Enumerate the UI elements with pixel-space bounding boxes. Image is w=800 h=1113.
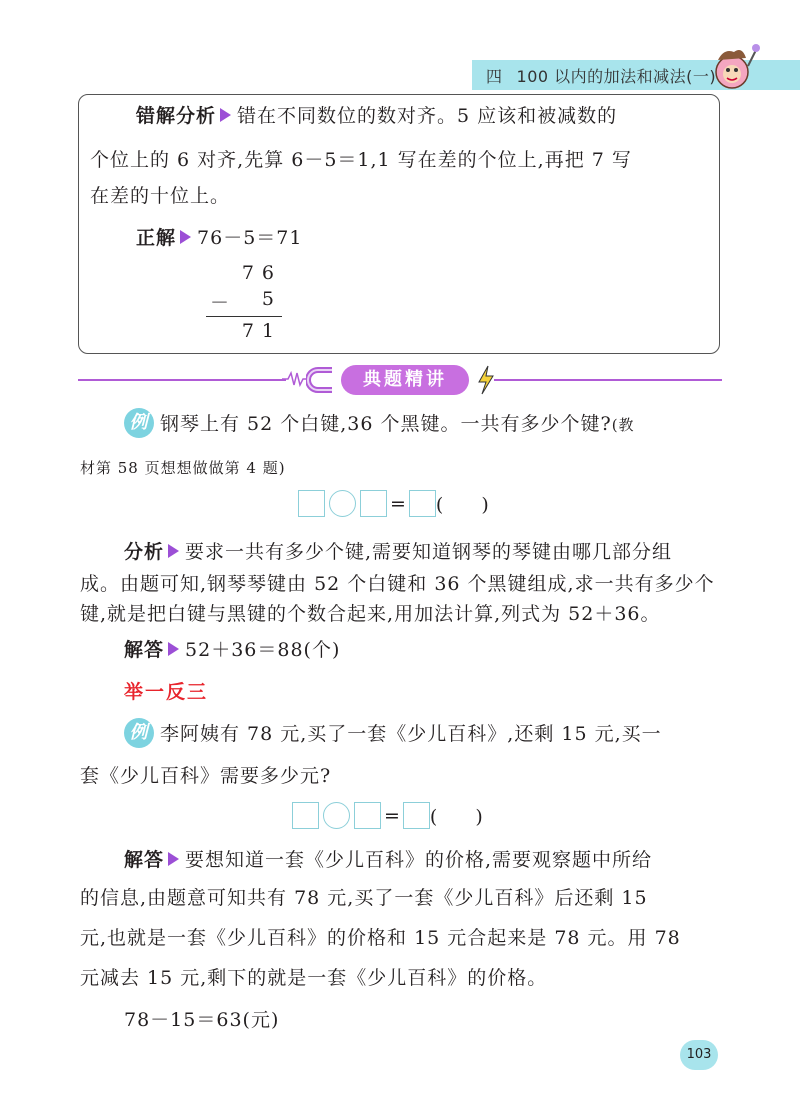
banner-line-right <box>494 379 722 381</box>
purple-arrow-icon <box>220 108 231 122</box>
example2-answer-line-2: 的信息,由题意可知共有 78 元,买了一套《少儿百科》后还剩 15 <box>80 887 648 909</box>
example1-analysis-line-2: 成。由题可知,钢琴琴键由 52 个白键和 36 个黑键组成,求一共有多少个 <box>80 573 715 595</box>
error-analysis-label: 错解分析 <box>136 105 217 127</box>
example1-question-line-1: 例 钢琴上有 52 个白键,36 个黑键。一共有多少个键?(教 <box>124 406 635 443</box>
analysis-label: 分析 <box>124 541 165 563</box>
answer-blank-box[interactable] <box>292 802 319 829</box>
example-badge-icon: 例 <box>124 718 154 748</box>
answer-blank-box[interactable] <box>403 802 430 829</box>
example2-question-line-2: 套《少儿百科》需要多少元? <box>80 765 332 787</box>
purple-arrow-icon <box>168 642 179 656</box>
error-analysis-line-3: 在差的十位上。 <box>90 185 231 207</box>
example1-source: 材第 58 页想想做做第 4 题) <box>80 459 286 477</box>
vertical-subtraction <box>206 262 282 342</box>
operator-blank-circle[interactable] <box>323 802 350 829</box>
calculation-rule <box>206 316 282 317</box>
example2-answer-line-3: 元,也就是一套《少儿百科》的价格和 15 元合起来是 78 元。用 78 <box>80 927 681 949</box>
example2-answer-line-4: 元减去 15 元,剩下的就是一套《少儿百科》的价格。 <box>80 967 548 989</box>
correct-solution-label: 正解 <box>136 227 177 249</box>
unit-blank: ( ) <box>435 494 489 516</box>
error-analysis-line-2: 个位上的 6 对齐,先算 6－5＝1,1 写在差的个位上,再把 7 写 <box>90 149 632 171</box>
practice-heading: 举一反三 <box>124 681 209 703</box>
error-analysis-line-1: 错解分析 错在不同数位的数对齐。5 应该和被减数的 <box>136 105 618 127</box>
example1-blank-equation: = ( ) <box>298 490 489 517</box>
magnet-icon <box>306 366 336 394</box>
example2-blank-equation: = ( ) <box>292 802 483 829</box>
example1-answer: 解答 52＋36＝88(个) <box>124 639 341 661</box>
chapter-number: 四 <box>486 67 503 86</box>
example2-question-line-1: 例 李阿姨有 78 元,买了一套《少儿百科》,还剩 15 元,买一 <box>124 716 662 752</box>
example1-analysis-line-1: 分析 要求一共有多少个键,需要知道钢琴的琴键由哪几部分组 <box>124 541 673 563</box>
section-banner: 典题精讲 <box>341 365 469 395</box>
difference: 71 <box>241 320 282 342</box>
correct-solution-line: 正解 76－5＝71 <box>136 227 303 249</box>
squiggle-icon <box>282 370 308 388</box>
answer-label: 解答 <box>124 849 165 871</box>
answer-blank-box[interactable] <box>354 802 381 829</box>
purple-arrow-icon <box>168 852 179 866</box>
chapter-title: 100 以内的加法和减法(一) <box>516 67 717 86</box>
purple-arrow-icon <box>168 544 179 558</box>
operator-blank-circle[interactable] <box>329 490 356 517</box>
answer-blank-box[interactable] <box>409 490 436 517</box>
minuend: 76 <box>241 262 282 284</box>
example1-analysis-line-3: 键,就是把白键与黑键的个数合起来,用加法计算,列式为 52＋36。 <box>80 603 661 625</box>
answer-label: 解答 <box>124 639 165 661</box>
unit-blank: ( ) <box>429 806 483 828</box>
page-number: 103 <box>680 1040 718 1070</box>
answer-blank-box[interactable] <box>298 490 325 517</box>
example2-answer-line-1: 解答 要想知道一套《少儿百科》的价格,需要观察题中所给 <box>124 849 653 871</box>
mascot-icon <box>704 38 764 98</box>
lightning-icon <box>476 365 496 395</box>
answer-blank-box[interactable] <box>360 490 387 517</box>
example2-final-equation: 78－15＝63(元) <box>124 1009 280 1031</box>
purple-arrow-icon <box>180 230 191 244</box>
minus-sign: － <box>210 292 230 314</box>
running-header <box>486 64 716 87</box>
subtrahend: 5 <box>261 288 282 310</box>
banner-line-left <box>78 379 286 381</box>
example-badge-icon: 例 <box>124 408 154 438</box>
